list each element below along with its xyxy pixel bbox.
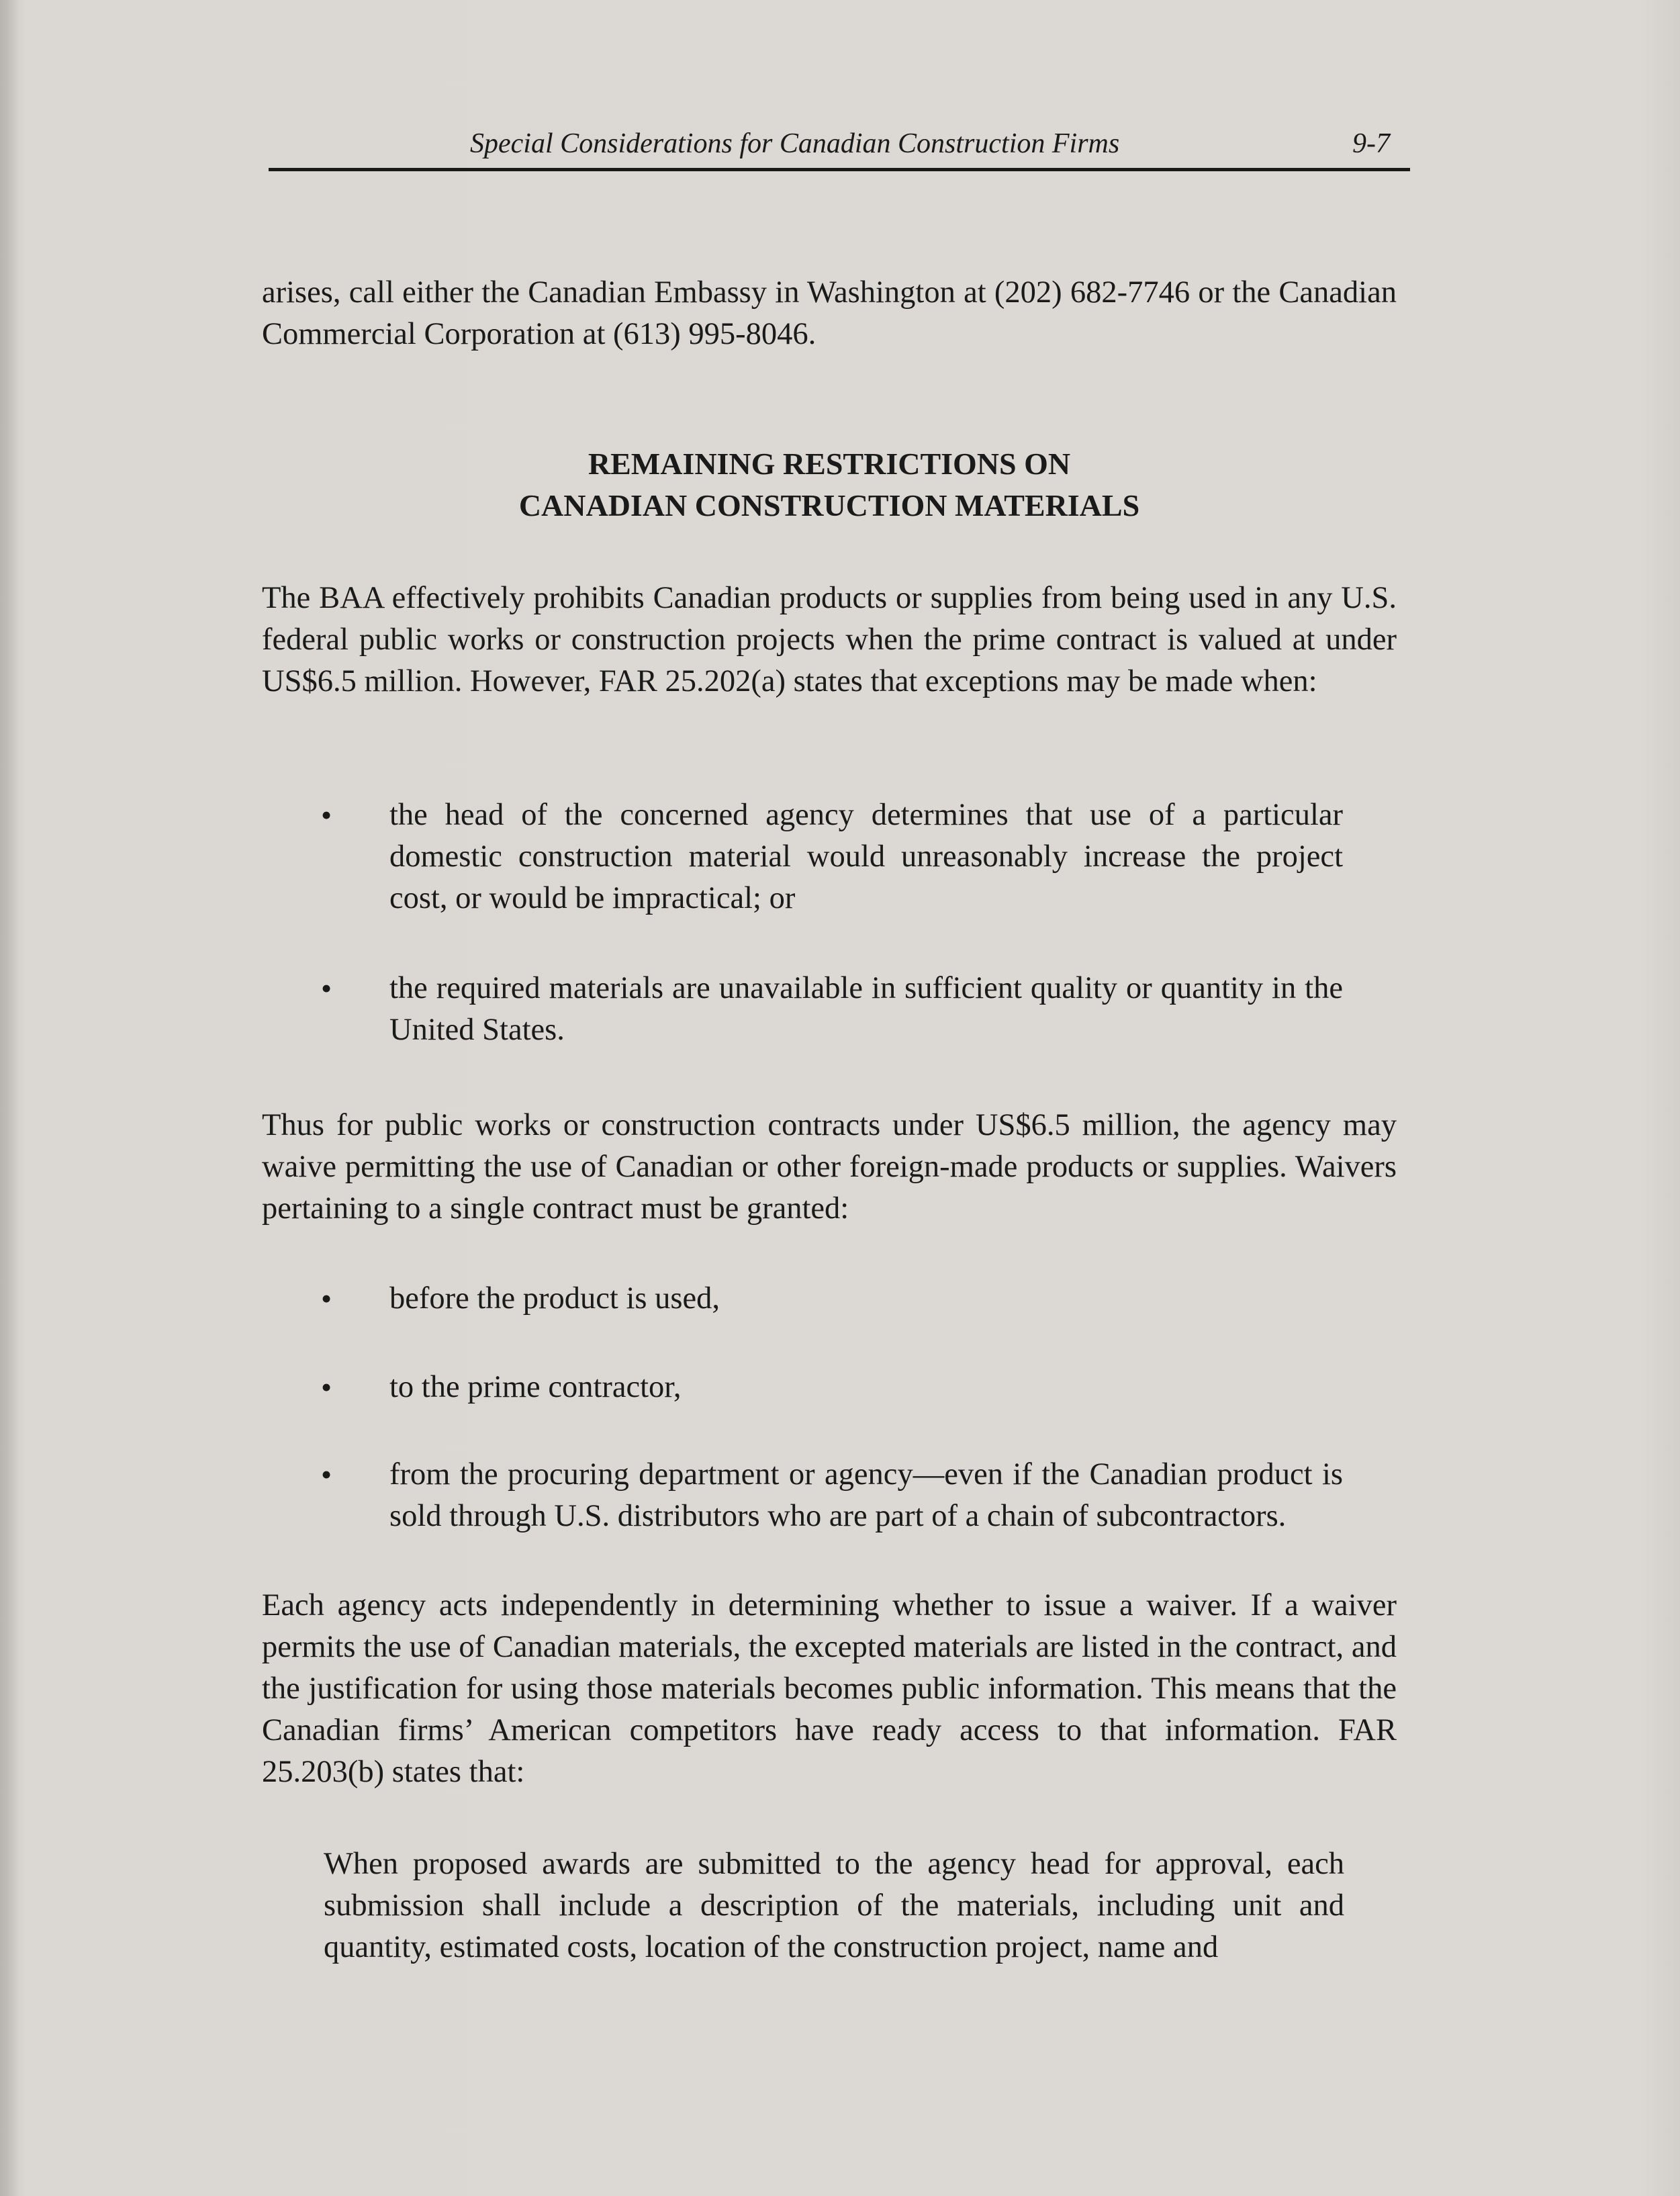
waiver-condition-text: before the product is used, xyxy=(389,1281,720,1316)
each-agency-paragraph: Each agency acts independently in determining whether to issue a waiver. If a waiver permits the use of Canadian materials, the excepted materials are listed in the contract, and the justification for using those materials becomes public information. This means that the Canadian firms’ American competitors have ready access to that information. FAR 25.203(b) states that: xyxy=(262,1588,1397,1789)
intro-paragraph: arises, call either the Canadian Embassy in Washington at (202) 682-7746 or the Canadian Commercial Corporation at (613) 995-8046. xyxy=(262,275,1397,351)
bullet-icon: • xyxy=(321,1370,332,1404)
exception-text: the required materials are unavailable in sufficient quality or quantity in the United States. xyxy=(389,971,1343,1047)
bullet-icon: • xyxy=(321,1457,332,1492)
page-edge-shadow xyxy=(0,0,19,2196)
section-heading-line-2: CANADIAN CONSTRUCTION MATERIALS xyxy=(518,488,1140,522)
running-header xyxy=(269,121,1410,171)
waiver-condition-text: to the prime contractor, xyxy=(389,1370,682,1404)
baa-paragraph: The BAA effectively prohibits Canadian products or supplies from being used in any U.S. federal public works or construction projects when the prime contract is valued at under US$6.5 million. However, FAR 25.202(a) states that exceptions may be made when: xyxy=(262,581,1397,698)
bullet-icon: • xyxy=(321,971,332,1005)
bullet-icon: • xyxy=(321,1281,332,1316)
waiver-condition-text: from the procuring department or agency—even if the Canadian product is sold through U.S. distributors who are part of a chain of subcontractors. xyxy=(389,1457,1343,1533)
section-heading-line-1: REMAINING RESTRICTIONS ON xyxy=(588,447,1071,481)
exception-text: the head of the concerned agency determines that use of a particular domestic construction material would unreasonably increase the project cost, or would be impractical; or xyxy=(389,798,1343,915)
bullet-icon: • xyxy=(321,798,332,832)
header-title: Special Considerations for Canadian Construction Firms xyxy=(470,128,1120,159)
page-number: 9-7 xyxy=(1352,128,1390,159)
thus-paragraph: Thus for public works or construction contracts under US$6.5 million, the agency may waive permitting the use of Canadian or other foreign-made products or supplies. Waivers pertaining to a single contract must be granted: xyxy=(262,1108,1397,1226)
far-quote-blockquote: When proposed awards are submitted to the agency head for approval, each submission shall include a description of the materials, including unit and quantity, estimated costs, location of the construction project, name and xyxy=(324,1847,1344,1964)
